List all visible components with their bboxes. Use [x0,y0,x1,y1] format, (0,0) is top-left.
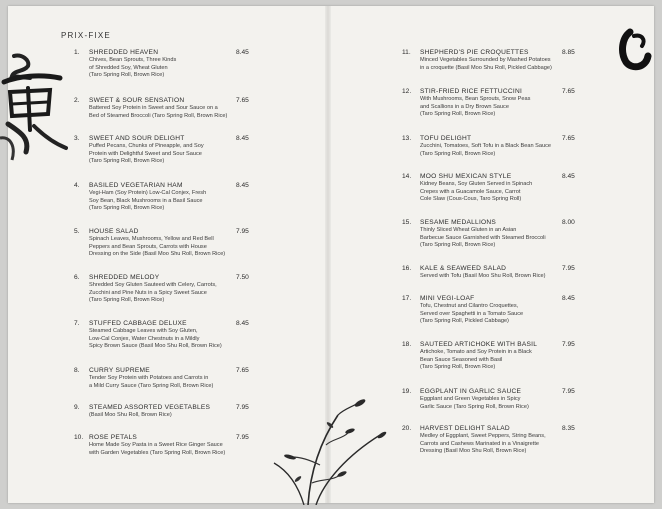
menu-item [74,181,264,213]
item-number: 5. [74,228,80,235]
item-price: 8.85 [562,49,575,56]
item-price: 8.35 [562,425,575,432]
item-title: SAUTEED ARTICHOKE WITH BASIL [420,341,538,348]
menu-item [74,433,264,457]
item-title: HOUSE SALAD [89,228,139,235]
item-description: Tofu, Chestnut and Cilantro Croquettes, Served over Spaghetti in a Tomato Sauce (Taro Spring Roll, Pickled Cabbage) [420,303,524,325]
item-number: 19. [402,388,412,395]
item-price: 8.45 [236,182,249,189]
item-description: Puffed Pecans, Chunks of Pineapple, and Soy Protein with Delightful Sweet and Sour Sauce (Taro Spring Roll, Brown Rice) [89,143,204,165]
item-description: With Mushrooms, Bean Sprouts, Snow Peas and Scallions in a Dry Brown Sauce (Taro Spring Roll, Brown Rice) [420,96,531,118]
item-title: STEAMED ASSORTED VEGETABLES [89,404,211,411]
menu-item [74,227,264,259]
item-title: CURRY SUPREME [89,367,150,374]
item-description: Spinach Leaves, Mushrooms, Yellow and Red Bell Peppers and Bean Sprouts, Carrots with House Dressing on the Side (Basil Moo Shu Roll, Brown Rice) [89,236,226,258]
menu-item [402,134,592,158]
item-price: 8.45 [236,49,249,56]
item-number: 14. [402,173,412,180]
item-description: Battered Soy Protein in Sweet and Sour Sauce on a Bed of Steamed Broccoli (Taro Spring Roll, Brown Rice) [89,105,228,119]
item-price: 8.45 [236,135,249,142]
item-description: Kidney Beans, Soy Gluten Served in Spinach Crepes with a Guacamole Sauce, Carrot Cole Slaw (Cous-Cous, Taro Spring Roll) [420,181,533,203]
item-price: 7.65 [236,367,249,374]
item-title: SHREDDED MELODY [89,274,160,281]
item-price: 7.95 [236,434,249,441]
item-description: (Basil Moo Shu Roll, Brown Rice) [89,412,172,418]
item-number: 4. [74,182,80,189]
item-title: SWEET & SOUR SENSATION [89,97,185,104]
item-number: 3. [74,135,80,142]
item-description: Shredded Soy Gluten Sauteed with Celery, Carrots, Zucchini and Pine Nuts in a Spicy Sweet Sauce (Taro Spring Roll, Brown Rice) [89,282,217,304]
item-title: SHEPHERD'S PIE CROQUETTES [420,49,529,56]
item-number: 16. [402,265,412,272]
item-description: Home Made Soy Pasta in a Sweet Rice Ginger Sauce with Garden Vegetables (Taro Spring Roll, Brown Rice) [89,442,226,456]
item-price: 7.50 [236,274,249,281]
menu-item [74,273,264,305]
item-title: BASILED VEGETARIAN HAM [89,182,183,189]
calligraphy-decoration-right [612,28,654,72]
menu-item [402,87,592,119]
item-number: 2. [74,97,80,104]
item-description: Steamed Cabbage Leaves with Soy Gluten, Low-Cal Conjex, Water Chestnuts in a Mildly Spicy Brown Sauce (Basil Moo Shu Roll, Brown Rice) [89,328,222,350]
item-description: Served with Tofu (Basil Moo Shu Roll, Brown Rice) [420,273,546,279]
item-description: Artichoke, Tomato and Soy Protein in a Black Bean Sauce Seasoned with Basil (Taro Spring Roll, Brown Rice) [420,349,532,371]
item-price: 7.95 [562,388,575,395]
item-number: 7. [74,320,80,327]
item-number: 1. [74,49,80,56]
item-price: 7.65 [236,97,249,104]
item-title: TOFU DELIGHT [420,135,472,142]
item-price: 7.95 [236,228,249,235]
item-title: ROSE PETALS [89,434,138,441]
menu-item [74,96,264,120]
menu-item [402,172,592,204]
item-title: MINI VEGI-LOAF [420,295,475,302]
item-title: MOO SHU MEXICAN STYLE [420,173,512,180]
menu-item [74,319,264,351]
item-price: 7.95 [562,341,575,348]
item-title: KALE & SEAWEED SALAD [420,265,507,272]
item-number: 12. [402,88,412,95]
item-description: Zucchini, Tomatoes, Soft Tofu in a Black Bean Sauce (Taro Spring Roll, Brown Rice) [420,143,552,157]
item-price: 7.95 [236,404,249,411]
item-number: 17. [402,295,412,302]
menu-item [74,403,264,420]
menu-item [402,48,592,72]
item-price: 8.45 [562,173,575,180]
item-number: 8. [74,367,80,374]
menu-heading: PRIX-FIXE [61,31,111,40]
item-title: STUFFED CABBAGE DELUXE [89,320,187,327]
menu-item [74,48,264,80]
item-number: 13. [402,135,412,142]
item-title: SESAME MEDALLIONS [420,219,497,226]
item-description: Thinly Sliced Wheat Gluten in an Asian Barbecue Sauce Garnished with Steamed Broccoli (Taro Spring Roll, Brown Rice) [420,227,546,249]
item-description: Vegi-Ham (Soy Protein) Low-Cal Conjex, Fresh Soy Bean, Black Mushrooms in a Basil Sauce (Taro Spring Roll, Brown Rice) [89,190,207,212]
menu-item [74,366,264,390]
calligraphy-decoration-left [0,52,68,162]
item-price: 8.45 [562,295,575,302]
item-number: 6. [74,274,80,281]
item-description: Minced Vegetables Surrounded by Mashed Potatoes in a croquette (Basil Moo Shu Roll, Pickled Cabbage) [420,57,552,71]
item-number: 20. [402,425,412,432]
item-price: 8.00 [562,219,575,226]
item-description: Eggplant and Green Vegetables in Spicy Garlic Sauce (Taro Spring Roll, Brown Rice) [420,396,529,410]
item-number: 9. [74,404,80,411]
menu-item [402,264,592,281]
item-title: SHREDDED HEAVEN [89,49,159,56]
item-price: 7.65 [562,135,575,142]
item-description: Chives, Bean Sprouts, Three Kinds of Shredded Soy, Wheat Gluten (Taro Spring Roll, Brown Rice) [89,57,177,79]
item-title: EGGPLANT IN GARLIC SAUCE [420,388,522,395]
menu-item [402,340,592,372]
item-title: HARVEST DELIGHT SALAD [420,425,510,432]
item-number: 11. [402,49,411,56]
item-number: 18. [402,341,412,348]
menu-item [74,134,264,166]
item-number: 10. [74,434,84,441]
item-description: Medley of Eggplant, Sweet Peppers, String Beans, Carrots and Cashews Marinated in a Vinaigrette Dressing (Basil Moo Shu Roll, Brown Rice) [420,433,546,455]
menu-item [402,387,592,411]
item-price: 8.45 [236,320,249,327]
item-title: STIR-FRIED RICE FETTUCCINI [420,88,523,95]
item-description: Tender Soy Protein with Potatoes and Carrots in a Mild Curry Sauce (Taro Spring Roll, Brown Rice) [89,375,214,389]
item-price: 7.95 [562,265,575,272]
item-number: 15. [402,219,412,226]
ink-grass-drawing [268,395,388,505]
menu-item [402,424,592,456]
item-price: 7.65 [562,88,575,95]
menu-item [402,218,592,250]
menu-item [402,294,592,326]
item-title: SWEET AND SOUR DELIGHT [89,135,185,142]
